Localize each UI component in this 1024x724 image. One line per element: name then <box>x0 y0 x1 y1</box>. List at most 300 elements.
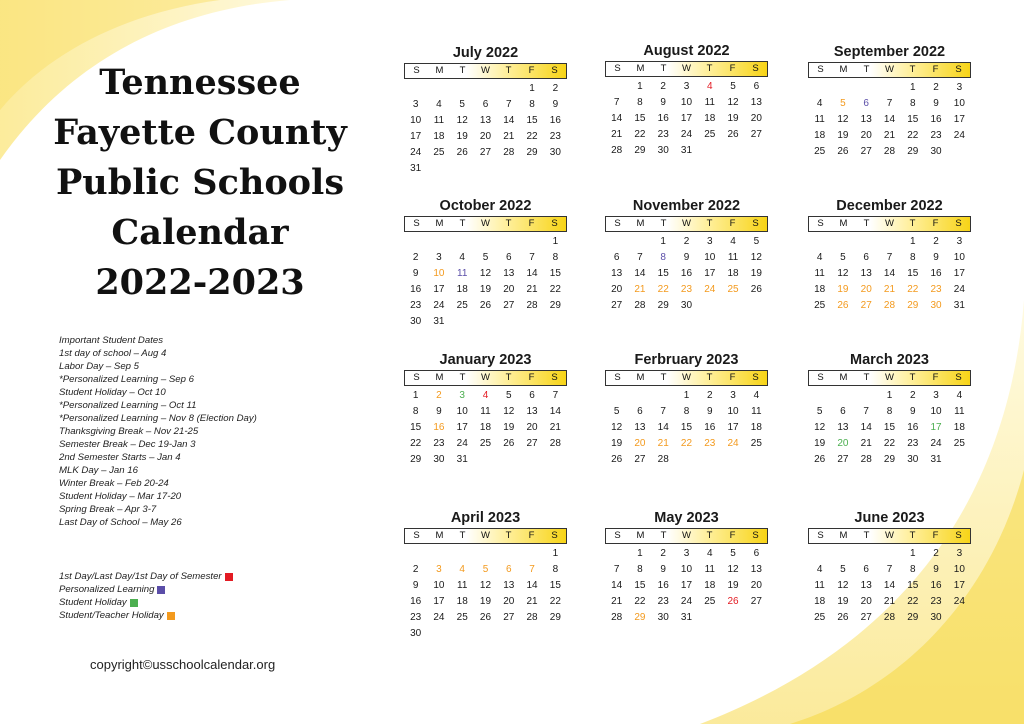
important-date-item: Student Holiday – Mar 17-20 <box>59 491 182 502</box>
day-cell: 24 <box>930 438 942 449</box>
month-calendar <box>404 510 567 642</box>
weekday-label: T <box>505 530 512 541</box>
day-cell: 4 <box>707 81 713 92</box>
weekday-label: W <box>885 218 894 229</box>
day-cell: 16 <box>410 284 422 295</box>
day-cell: 19 <box>503 422 515 433</box>
weekday-label: M <box>435 65 444 76</box>
weekday-label: S <box>955 218 962 229</box>
day-cell: 25 <box>433 147 445 158</box>
day-cell: 17 <box>680 113 693 124</box>
day-cell: 30 <box>433 454 445 465</box>
day-cell: 3 <box>933 390 939 401</box>
weekday-label: T <box>660 372 667 383</box>
day-cell: 23 <box>410 300 422 311</box>
weekday-label: F <box>528 65 535 76</box>
weekday-label: F <box>932 218 939 229</box>
weekday-label: S <box>955 372 962 383</box>
weekday-label: M <box>435 218 444 229</box>
day-cell: 17 <box>727 422 739 433</box>
day-cell: 27 <box>750 596 762 607</box>
day-cell: 9 <box>660 564 666 575</box>
legend-item-student-holiday <box>59 596 233 609</box>
day-cell: 30 <box>657 145 669 156</box>
page-title <box>30 58 370 308</box>
day-cell: 14 <box>611 580 623 591</box>
day-cell: 25 <box>750 438 762 449</box>
month-calendar <box>404 198 567 330</box>
weekday-label: F <box>528 530 535 541</box>
day-cell: 5 <box>482 252 489 263</box>
day-cell: 16 <box>907 422 919 433</box>
day-cell: 6 <box>863 98 869 109</box>
day-cell: 6 <box>613 252 620 263</box>
day-cell: 12 <box>727 97 739 108</box>
day-cell: 21 <box>883 130 896 141</box>
day-cell: 2 <box>660 81 666 92</box>
weekday-label: W <box>682 372 691 383</box>
day-cell: 17 <box>953 580 965 591</box>
weekday-label: W <box>481 218 490 229</box>
weekday-label: W <box>481 372 490 383</box>
weekday-label: S <box>614 218 621 229</box>
day-cell: 21 <box>549 422 561 433</box>
day-cell: 18 <box>704 113 716 124</box>
day-cell: 15 <box>526 115 538 126</box>
day-cell: 8 <box>637 97 643 108</box>
day-cell: 7 <box>886 564 893 575</box>
day-cell: 2 <box>933 548 939 559</box>
day-cell: 5 <box>816 406 823 417</box>
day-cell: 7 <box>529 564 535 575</box>
day-cell: 31 <box>410 163 422 174</box>
day-cell: 25 <box>704 596 716 607</box>
weekday-label: F <box>729 372 736 383</box>
day-cell: 13 <box>860 114 872 125</box>
day-cell: 26 <box>479 612 492 623</box>
empty-day-cell <box>855 234 878 250</box>
day-cell: 3 <box>683 548 690 559</box>
day-cell: 13 <box>526 406 538 417</box>
day-cell: 26 <box>727 129 739 140</box>
day-cell: 29 <box>410 454 422 465</box>
day-cell: 28 <box>549 438 561 449</box>
weekday-label: T <box>660 218 667 229</box>
day-cell: 1 <box>910 548 916 559</box>
day-grid <box>605 388 768 468</box>
day-grid <box>605 546 768 626</box>
day-cell: 13 <box>611 268 623 279</box>
important-date-item: Student Holiday – Oct 10 <box>59 387 166 398</box>
weekday-header <box>404 370 567 386</box>
empty-day-cell <box>605 546 628 562</box>
day-cell: 12 <box>837 268 849 279</box>
empty-day-cell <box>855 546 878 562</box>
empty-day-cell <box>628 234 651 250</box>
weekday-label: M <box>435 530 444 541</box>
day-cell: 5 <box>840 252 846 263</box>
day-cell: 16 <box>549 115 561 126</box>
legend-swatch-orange <box>167 612 175 620</box>
day-cell: 14 <box>611 113 623 124</box>
day-cell: 17 <box>704 268 716 279</box>
day-cell: 9 <box>412 580 419 591</box>
empty-day-cell <box>451 234 474 250</box>
day-cell: 10 <box>953 252 965 263</box>
day-grid <box>404 234 567 330</box>
day-cell: 31 <box>680 145 693 156</box>
day-cell: 5 <box>459 99 465 110</box>
weekday-label: T <box>505 372 512 383</box>
day-cell: 16 <box>930 114 942 125</box>
day-cell: 7 <box>613 564 620 575</box>
day-cell: 10 <box>953 98 965 109</box>
day-cell: 15 <box>657 268 669 279</box>
day-cell: 18 <box>814 596 826 607</box>
day-cell: 1 <box>683 390 690 401</box>
day-cell: 25 <box>456 612 468 623</box>
empty-day-cell <box>628 388 651 404</box>
day-cell: 31 <box>680 612 693 623</box>
day-cell: 3 <box>956 548 963 559</box>
day-cell: 26 <box>837 612 849 623</box>
day-cell: 19 <box>611 438 623 449</box>
weekday-label: S <box>955 530 962 541</box>
month-calendar <box>808 352 971 468</box>
day-cell: 23 <box>657 129 669 140</box>
day-cell: 22 <box>680 438 693 449</box>
month-name: May 2023 <box>654 510 719 526</box>
empty-day-cell <box>855 388 878 404</box>
day-cell: 26 <box>837 146 849 157</box>
day-cell: 16 <box>930 268 942 279</box>
day-cell: 1 <box>552 236 559 247</box>
day-cell: 21 <box>883 284 896 295</box>
weekday-header <box>404 216 567 232</box>
weekday-label: T <box>706 218 713 229</box>
day-cell: 13 <box>503 580 515 591</box>
day-cell: 24 <box>410 147 422 158</box>
day-cell: 22 <box>410 438 422 449</box>
important-date-item: Last Day of School – May 26 <box>59 517 182 528</box>
day-cell: 13 <box>503 268 515 279</box>
day-cell: 22 <box>634 129 646 140</box>
day-cell: 6 <box>482 99 489 110</box>
month-calendar <box>808 510 971 626</box>
day-cell: 2 <box>910 390 916 401</box>
day-cell: 11 <box>457 268 468 279</box>
empty-day-cell <box>831 388 854 404</box>
day-cell: 18 <box>704 580 716 591</box>
weekday-label: S <box>614 372 621 383</box>
day-cell: 28 <box>883 146 896 157</box>
day-cell: 17 <box>433 596 445 607</box>
day-cell: 9 <box>436 406 442 417</box>
day-cell: 4 <box>482 390 489 401</box>
day-cell: 21 <box>526 284 538 295</box>
empty-day-cell <box>831 80 854 96</box>
month-name: April 2023 <box>450 510 521 526</box>
day-cell: 1 <box>660 236 666 247</box>
empty-day-cell <box>652 388 675 404</box>
day-cell: 2 <box>933 82 939 93</box>
day-cell: 9 <box>910 406 916 417</box>
weekday-label: T <box>909 218 916 229</box>
empty-day-cell <box>497 81 520 97</box>
day-cell: 3 <box>459 390 465 401</box>
day-cell: 4 <box>459 252 465 263</box>
day-cell: 5 <box>730 81 736 92</box>
day-cell: 27 <box>860 612 872 623</box>
day-cell: 12 <box>814 422 826 433</box>
day-cell: 31 <box>930 454 942 465</box>
weekday-label: W <box>885 372 894 383</box>
day-cell: 7 <box>886 252 893 263</box>
empty-day-cell <box>831 234 854 250</box>
weekday-label: F <box>932 530 939 541</box>
weekday-label: W <box>481 530 490 541</box>
day-cell: 1 <box>552 548 559 559</box>
day-cell: 27 <box>503 612 515 623</box>
weekday-header <box>605 528 768 544</box>
weekday-label: T <box>459 530 466 541</box>
day-cell: 8 <box>683 406 690 417</box>
day-cell: 20 <box>503 596 515 607</box>
weekday-header <box>808 216 971 232</box>
day-cell: 3 <box>436 564 442 575</box>
day-cell: 8 <box>910 252 916 263</box>
day-cell: 5 <box>840 98 846 109</box>
empty-day-cell <box>808 234 831 250</box>
weekday-label: S <box>413 218 420 229</box>
day-cell: 23 <box>930 284 942 295</box>
day-cell: 12 <box>750 252 762 263</box>
day-grid <box>808 234 971 314</box>
empty-day-cell <box>427 81 450 97</box>
empty-day-cell <box>497 234 520 250</box>
day-cell: 10 <box>704 252 716 263</box>
day-cell: 29 <box>549 300 561 311</box>
empty-day-cell <box>831 546 854 562</box>
legend-label: Personalized Learning <box>59 584 155 595</box>
important-date-item: 2nd Semester Starts – Jan 4 <box>59 452 181 463</box>
day-cell: 14 <box>634 268 646 279</box>
important-dates-heading: Important Student Dates <box>59 335 163 346</box>
day-cell: 20 <box>860 596 872 607</box>
day-cell: 9 <box>933 564 939 575</box>
day-cell: 26 <box>727 596 739 607</box>
day-cell: 29 <box>634 612 646 623</box>
day-cell: 20 <box>860 130 872 141</box>
weekday-label: T <box>909 64 916 75</box>
day-cell: 14 <box>883 114 896 125</box>
day-cell: 15 <box>634 113 646 124</box>
day-cell: 3 <box>730 390 736 401</box>
weekday-label: T <box>909 530 916 541</box>
weekday-label: M <box>839 530 848 541</box>
day-cell: 20 <box>750 113 762 124</box>
day-cell: 5 <box>730 548 736 559</box>
weekday-label: W <box>885 530 894 541</box>
day-cell: 13 <box>837 422 849 433</box>
day-cell: 3 <box>683 81 690 92</box>
weekday-label: S <box>614 530 621 541</box>
month-name: March 2023 <box>850 352 929 368</box>
day-cell: 19 <box>479 284 492 295</box>
day-cell: 30 <box>410 628 422 639</box>
weekday-label: W <box>682 530 691 541</box>
day-cell: 1 <box>412 390 419 401</box>
day-cell: 19 <box>727 580 739 591</box>
day-cell: 3 <box>436 252 442 263</box>
day-cell: 10 <box>727 406 739 417</box>
weekday-label: T <box>863 218 870 229</box>
day-cell: 1 <box>910 82 916 93</box>
day-cell: 18 <box>814 130 826 141</box>
day-cell: 17 <box>953 268 965 279</box>
day-cell: 10 <box>410 115 422 126</box>
weekday-label: T <box>459 372 466 383</box>
weekday-label: T <box>909 372 916 383</box>
weekday-label: S <box>817 530 824 541</box>
important-date-item: Semester Break – Dec 19-Jan 3 <box>59 439 196 450</box>
weekday-header <box>808 370 971 386</box>
day-cell: 8 <box>910 564 916 575</box>
weekday-header <box>404 63 567 79</box>
month-calendar <box>808 44 971 160</box>
day-cell: 29 <box>883 454 896 465</box>
weekday-label: T <box>459 218 466 229</box>
day-cell: 8 <box>529 99 535 110</box>
legend-item-student-teacher-holiday <box>59 609 233 622</box>
important-date-item: Spring Break – Apr 3-7 <box>59 504 157 515</box>
day-cell: 4 <box>753 390 760 401</box>
day-grid <box>808 388 971 468</box>
day-cell: 4 <box>436 99 442 110</box>
day-cell: 3 <box>956 82 963 93</box>
day-cell: 20 <box>503 284 515 295</box>
day-cell: 13 <box>750 97 762 108</box>
day-cell: 24 <box>953 596 965 607</box>
day-cell: 19 <box>727 113 739 124</box>
legend-swatch-purple <box>157 586 165 594</box>
day-cell: 27 <box>860 146 872 157</box>
day-cell: 10 <box>680 97 693 108</box>
day-cell: 21 <box>657 438 669 449</box>
day-grid <box>808 80 971 160</box>
day-cell: 16 <box>433 422 445 433</box>
day-cell: 20 <box>526 422 538 433</box>
day-cell: 9 <box>707 406 713 417</box>
empty-day-cell <box>855 80 878 96</box>
day-cell: 24 <box>680 596 693 607</box>
day-cell: 22 <box>907 284 919 295</box>
weekday-label: S <box>614 63 621 74</box>
month-calendar <box>404 45 567 177</box>
empty-day-cell <box>451 546 474 562</box>
day-cell: 30 <box>930 612 942 623</box>
day-cell: 28 <box>860 454 872 465</box>
day-cell: 20 <box>634 438 646 449</box>
month-name: August 2022 <box>643 43 730 59</box>
day-cell: 17 <box>433 284 445 295</box>
day-cell: 5 <box>506 390 512 401</box>
month-calendar <box>605 510 768 626</box>
weekday-label: S <box>817 64 824 75</box>
day-cell: 4 <box>956 390 963 401</box>
weekday-label: S <box>752 63 759 74</box>
weekday-label: M <box>839 372 848 383</box>
day-cell: 14 <box>503 115 515 126</box>
weekday-label: T <box>706 530 713 541</box>
day-cell: 17 <box>953 114 965 125</box>
day-cell: 11 <box>954 406 965 417</box>
day-cell: 6 <box>753 81 760 92</box>
weekday-label: F <box>932 372 939 383</box>
day-cell: 12 <box>456 115 468 126</box>
day-cell: 26 <box>750 284 762 295</box>
month-name: October 2022 <box>439 198 532 214</box>
day-cell: 9 <box>683 252 690 263</box>
day-cell: 25 <box>953 438 965 449</box>
weekday-label: S <box>413 530 420 541</box>
empty-day-cell <box>474 546 497 562</box>
day-cell: 20 <box>750 580 762 591</box>
day-cell: 16 <box>930 580 942 591</box>
day-cell: 22 <box>634 596 646 607</box>
day-cell: 24 <box>680 129 693 140</box>
empty-day-cell <box>808 80 831 96</box>
empty-day-cell <box>808 388 831 404</box>
day-cell: 23 <box>433 438 445 449</box>
day-grid <box>808 546 971 626</box>
day-cell: 23 <box>549 131 561 142</box>
day-cell: 7 <box>886 98 893 109</box>
day-grid <box>404 546 567 642</box>
empty-day-cell <box>451 81 474 97</box>
important-dates-list <box>59 334 257 529</box>
empty-day-cell <box>404 81 427 97</box>
month-calendar <box>605 198 768 314</box>
day-cell: 22 <box>549 596 561 607</box>
weekday-label: S <box>817 372 824 383</box>
weekday-label: S <box>752 372 759 383</box>
color-legend <box>59 570 233 622</box>
day-cell: 5 <box>753 236 760 247</box>
weekday-label: F <box>528 372 535 383</box>
day-cell: 3 <box>412 99 419 110</box>
weekday-header <box>605 61 768 77</box>
day-cell: 30 <box>680 300 693 311</box>
day-cell: 12 <box>837 580 849 591</box>
day-cell: 14 <box>549 406 561 417</box>
important-date-item: Thanksgiving Break – Nov 21-25 <box>59 426 199 437</box>
weekday-label: T <box>660 63 667 74</box>
day-cell: 22 <box>907 596 919 607</box>
day-cell: 3 <box>707 236 713 247</box>
day-cell: 6 <box>840 406 846 417</box>
day-cell: 23 <box>907 438 919 449</box>
day-cell: 30 <box>907 454 919 465</box>
weekday-label: F <box>729 63 736 74</box>
month-calendar <box>404 352 567 468</box>
day-cell: 24 <box>953 284 965 295</box>
day-cell: 15 <box>549 268 561 279</box>
day-cell: 16 <box>657 580 669 591</box>
day-cell: 21 <box>860 438 872 449</box>
day-cell: 11 <box>751 406 762 417</box>
day-cell: 26 <box>479 300 492 311</box>
